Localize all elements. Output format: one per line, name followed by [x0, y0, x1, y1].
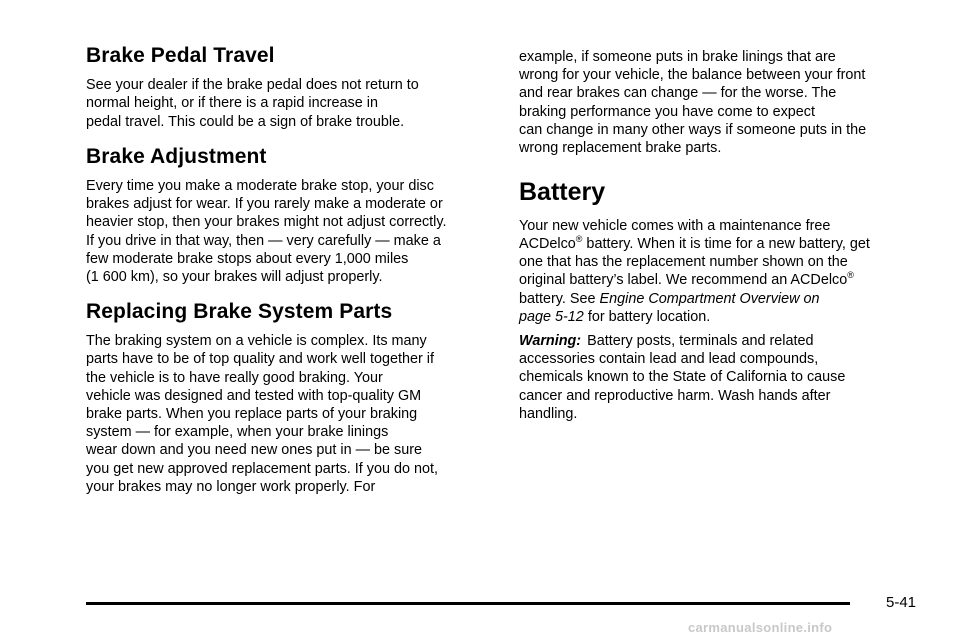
line: wear down and you need new ones put in — be sure — [86, 442, 423, 459]
line: The braking system on a vehicle is complex. Its many — [86, 333, 427, 350]
line: brakes adjust for wear. If you rarely make a moderate or — [86, 196, 443, 213]
line: Battery posts, terminals and related — [587, 332, 814, 349]
heading-brake-adjustment: Brake Adjustment — [86, 144, 267, 168]
heading-replacing-brake-system-parts: Replacing Brake System Parts — [86, 300, 393, 324]
line: Your new vehicle comes with a maintenance free — [519, 217, 831, 234]
line: Every time you make a moderate brake stop, your disc — [86, 177, 434, 194]
line: handling. — [519, 405, 578, 422]
heading-brake-pedal-travel: Brake Pedal Travel — [86, 44, 275, 67]
line: heavier stop, then your brakes might not adjust correctly. — [86, 214, 447, 231]
line: cancer and reproductive harm. Wash hands after — [519, 387, 831, 404]
line: (1 600 km), so your brakes will adjust properly. — [86, 268, 383, 285]
line: original battery’s label. We recommend an ACDelco — [519, 272, 848, 289]
line: brake parts. When you replace parts of your braking — [86, 406, 418, 423]
heading-battery: Battery — [519, 178, 606, 207]
page-number: 5-41 — [886, 594, 917, 611]
line: See your dealer if the brake pedal does not return to — [86, 77, 419, 94]
line: wrong for your vehicle, the balance between your front — [519, 67, 866, 84]
paragraph-replacing-brake-system-parts — [86, 332, 490, 496]
watermark: carmanualsonline.info — [688, 620, 833, 635]
line: If you drive in that way, then — very carefully — make a — [86, 232, 441, 249]
line: ACDelco — [519, 235, 576, 252]
line: and rear brakes can change — for the worse. The — [519, 85, 837, 102]
line: vehicle was designed and tested with top-quality GM — [86, 387, 422, 404]
line: pedal travel. This could be a sign of brake trouble. — [86, 113, 405, 130]
paragraph-warning — [519, 332, 929, 423]
warning-label: Warning: — [519, 332, 582, 349]
registered-mark: ® — [847, 270, 854, 281]
paragraph-battery — [519, 217, 929, 326]
paragraph-brake-pedal-travel — [86, 76, 490, 131]
line: accessories contain lead and lead compounds, — [519, 351, 819, 368]
line: one that has the replacement number shown on the — [519, 254, 848, 271]
paragraph-replacing-continued — [519, 48, 929, 157]
line: example, if someone puts in brake linings that are — [519, 49, 836, 65]
line: normal height, or if there is a rapid increase in — [86, 95, 378, 112]
line: wrong replacement brake parts. — [519, 140, 722, 157]
line: battery. See — [519, 290, 600, 307]
cross-reference-link-page[interactable]: page 5-12 — [519, 308, 584, 325]
line: can change in many other ways if someone puts in the — [519, 121, 867, 138]
line: battery. When it is time for a new battery, get — [582, 235, 870, 252]
line: your brakes may no longer work properly. For — [86, 478, 376, 495]
left-column — [86, 40, 490, 500]
footer-divider — [86, 602, 850, 605]
line: for battery location. — [583, 308, 711, 325]
registered-mark: ® — [575, 234, 583, 245]
line: parts have to be of top quality and work well together if — [86, 351, 434, 368]
line: the vehicle is to have really good braking. Your — [86, 369, 383, 386]
cross-reference-link[interactable]: Engine Compartment Overview on — [599, 290, 820, 307]
line: chemicals known to the State of California to cause — [519, 369, 846, 386]
line: few moderate brake stops about every 1,000 miles — [86, 250, 409, 267]
line: system — for example, when your brake linings — [86, 424, 389, 441]
paragraph-brake-adjustment — [86, 177, 490, 286]
line: braking performance you have come to expect — [519, 103, 815, 120]
right-column — [519, 48, 929, 427]
line: you get new approved replacement parts. If you do not, — [86, 460, 438, 477]
